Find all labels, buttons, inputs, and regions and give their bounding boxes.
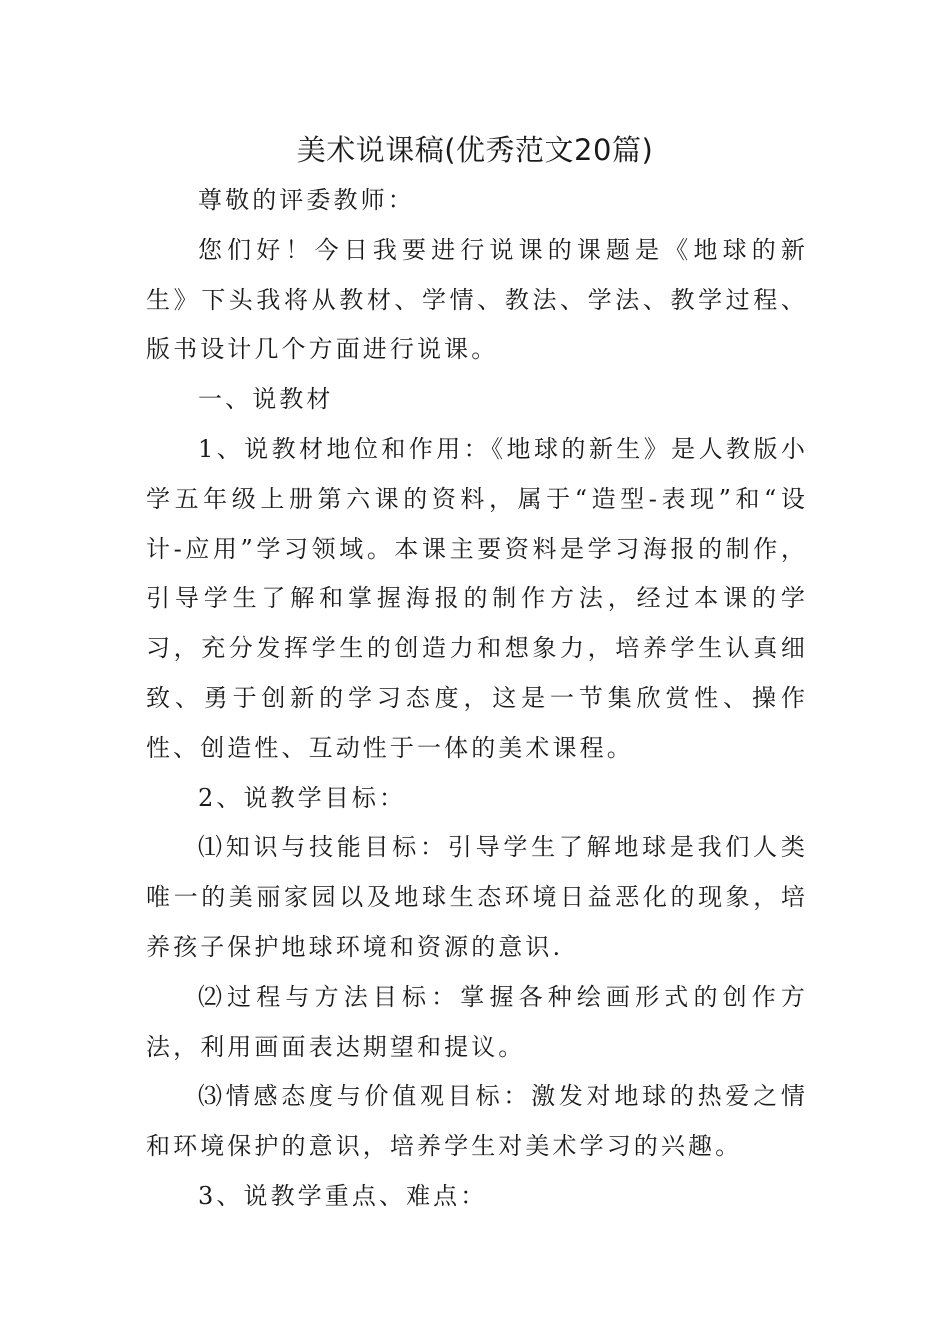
textbook-role-paragraph: 1、说教材地位和作用：《地球的新生》是人教版小学五年级上册第六课的资料，属于“造型-表现”和“设计-应用”学习领域。本课主要资料是学习海报的制作，引导学生了解和掌握海报的制作方法，经过本课的学习，充分发挥学生的创造力和想象力，培养学生认真细致、勇于创新的学习态度，这是一节集欣赏性、操作性、创造性、互动性于一体的美术课程。 [146, 434, 808, 762]
section-heading-textbook: 一、说教材 [198, 385, 334, 414]
document-body [146, 176, 808, 1222]
teaching-goals-heading: 2、说教学目标： [198, 783, 407, 812]
greeting-paragraph: 您们好！今日我要进行说课的课题是《地球的新生》下头我将从教材、学情、教法、学法、教学过程、版书设计几个方面进行说课。 [146, 235, 808, 364]
document-title: 美术说课稿(优秀范文20篇) [296, 133, 654, 167]
key-points-heading: 3、说教学重点、难点： [198, 1181, 488, 1210]
knowledge-skill-goal-paragraph: ⑴知识与技能目标：引导学生了解地球是我们人类唯一的美丽家园以及地球生态环境日益恶化的现象，培养孩子保护地球环境和资源的意识. [146, 833, 808, 961]
process-method-goal-paragraph: ⑵过程与方法目标：掌握各种绘画形式的创作方法，利用画面表达期望和提议。 [146, 982, 808, 1061]
emotion-value-goal-paragraph: ⑶情感态度与价值观目标：激发对地球的热爱之情和环境保护的意识，培养学生对美术学习的兴趣。 [146, 1082, 808, 1161]
salutation-paragraph: 尊敬的评委教师： [198, 186, 415, 214]
